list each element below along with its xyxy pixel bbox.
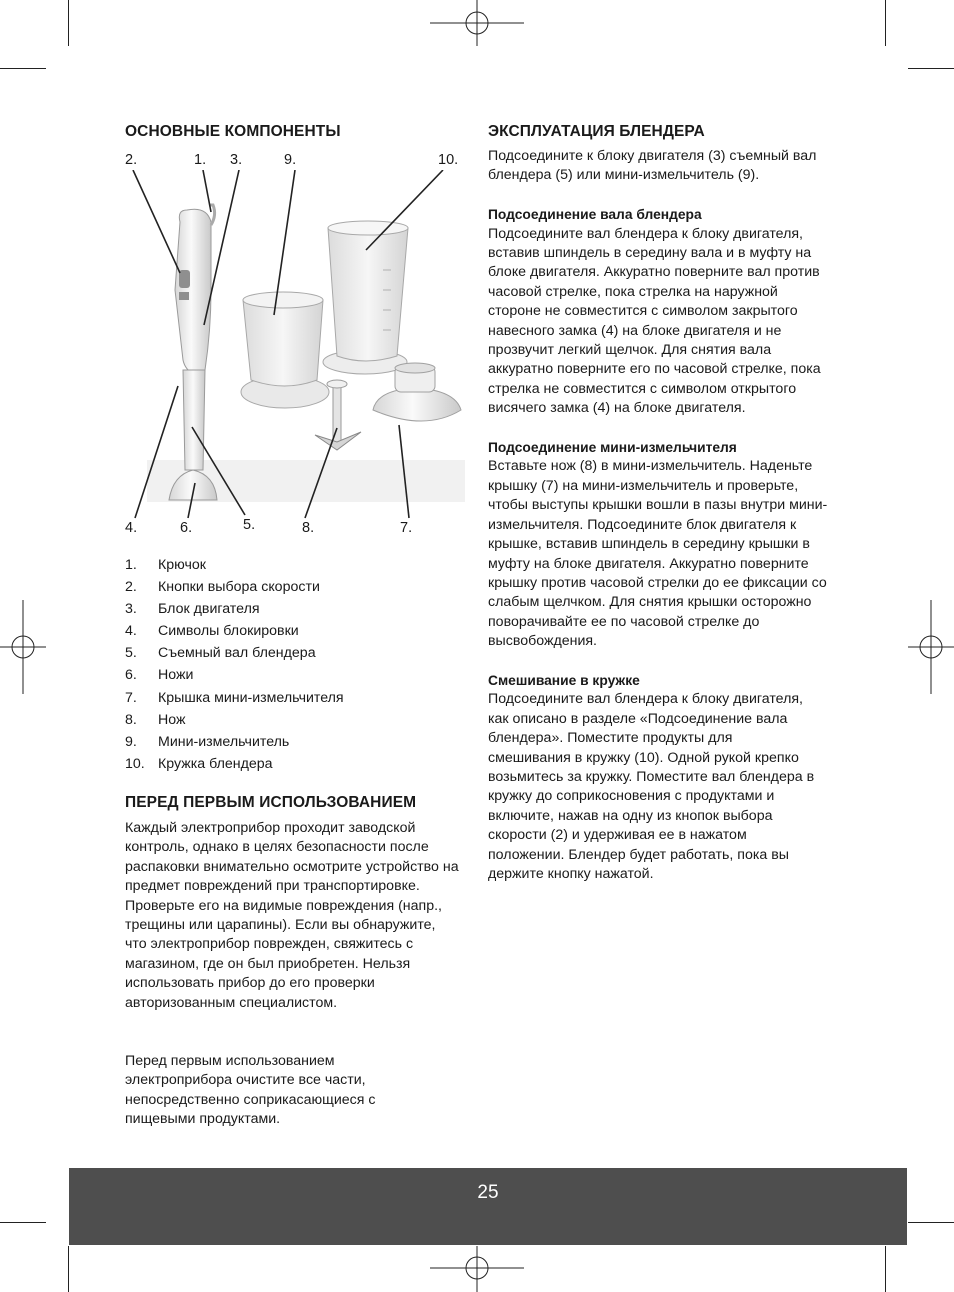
cleaning-paragraph: Перед первым использованием электроприбора очистите все части, непосредственно соприкасающиеся с пищевыми продуктами. [125, 1053, 376, 1128]
callout-6: 6. [180, 520, 193, 536]
operation-section [488, 147, 830, 884]
chopper-text: Вставьте нож (8) в мини-измельчитель. Наденьте крышку (7) на мини-измельчитель и проверьте, чтобы выступы крышки вошли в пазы внутри мини-измельчителя. Подсоедините блок двигателя к крышке, вставив шпиндель в середину крышки в муфту на блоке двигателя. Аккуратно поверните крышку против часовой стрелки до ее фиксации со слабым щелчком. Для снятия крышки осторожно поворачивайте ее по часовой стрелке до высвобождения. [488, 458, 828, 650]
chopper-subheading: Подсоединение мини-измельчителя [488, 440, 737, 456]
crop-mark [908, 68, 954, 69]
footer-bar [69, 1168, 907, 1245]
before-first-use-heading: ПЕРЕД ПЕРВЫМ ИСПОЛЬЗОВАНИЕМ [125, 794, 417, 811]
callout-4: 4. [125, 520, 138, 536]
operation-heading: ЭКСПЛУАТАЦИЯ БЛЕНДЕРА [488, 123, 705, 140]
crop-mark [885, 0, 886, 46]
crop-mark [908, 1222, 954, 1223]
registration-mark-bottom [430, 1244, 524, 1292]
callout-3: 3. [230, 152, 243, 168]
callout-8: 8. [302, 520, 315, 536]
callout-9: 9. [284, 152, 297, 168]
shaft-subheading: Подсоединение вала блендера [488, 207, 702, 223]
crop-mark [0, 68, 46, 69]
callout-5: 5. [243, 517, 256, 533]
crop-mark [885, 1246, 886, 1292]
chopper-lid [373, 388, 461, 421]
crop-mark [0, 1222, 46, 1223]
callout-2: 2. [125, 152, 138, 168]
page-number: 25 [477, 1182, 499, 1203]
before-first-use-paragraph: Каждый электроприбор проходит заводской контроль, однако в целях безопасности после распаковки внимательно осмотрите устройство на предмет повреждений при транспортировке. Проверьте его на видимые повреждения (напр., трещины или царапины). Если вы обнаружите, что электроприбор поврежден, свяжитесь с магазином, где он был приобретен. Нельзя использовать прибор до его проверки авторизованным специалистом. [125, 820, 459, 1011]
shaft-text: Подсоедините вал блендера к блоку двигателя, вставив шпиндель в середину вала и в муфту на блоке двигателя. Аккуратно поверните вал против часовой стрелке, пока стрелка на наружной стороне не совместится с символом закрытого навесного замка (4) на блоке двигателя и не прозвучит легкий щелчок. Для снятия вала аккуратно поверните его по часовой стрелке, пока стрелка не совместится с символом открытого висячего замка (4) на блоке двигателя. [488, 225, 821, 417]
mini-chopper-bowl [243, 300, 323, 386]
mixing-subheading: Смешивание в кружке [488, 672, 640, 688]
components-heading: ОСНОВНЫЕ КОМПОНЕНТЫ [125, 123, 341, 140]
registration-mark-top [430, 0, 524, 48]
callout-10: 10. [438, 152, 459, 168]
callout-7: 7. [400, 520, 413, 536]
crop-mark [68, 0, 69, 46]
blender-illustration [125, 170, 470, 520]
callout-1: 1. [194, 152, 207, 168]
operation-intro: Подсоедините к блоку двигателя (3) съемный вал блендера (5) или мини-измельчитель (9). [488, 148, 817, 184]
blender-shaft [183, 370, 205, 470]
crop-mark [68, 1246, 69, 1292]
registration-mark-left [0, 600, 48, 694]
mixing-text: Подсоедините вал блендера к блоку двигателя, как описано в разделе «Подсоединение вала блендера». Поместите продукты для смешивания в кружку (10). Одной рукой крепко возьмитесь за кружку. Поместите вал блендера в кружку до соприкосновения с продуктами и включите, нажав на одну из кнопок выбора скорости (2) и удерживая ее в нажатом положении. Блендер будет работать, пока вы держите кнопку нажатой. [488, 691, 815, 882]
registration-mark-right [906, 600, 954, 694]
